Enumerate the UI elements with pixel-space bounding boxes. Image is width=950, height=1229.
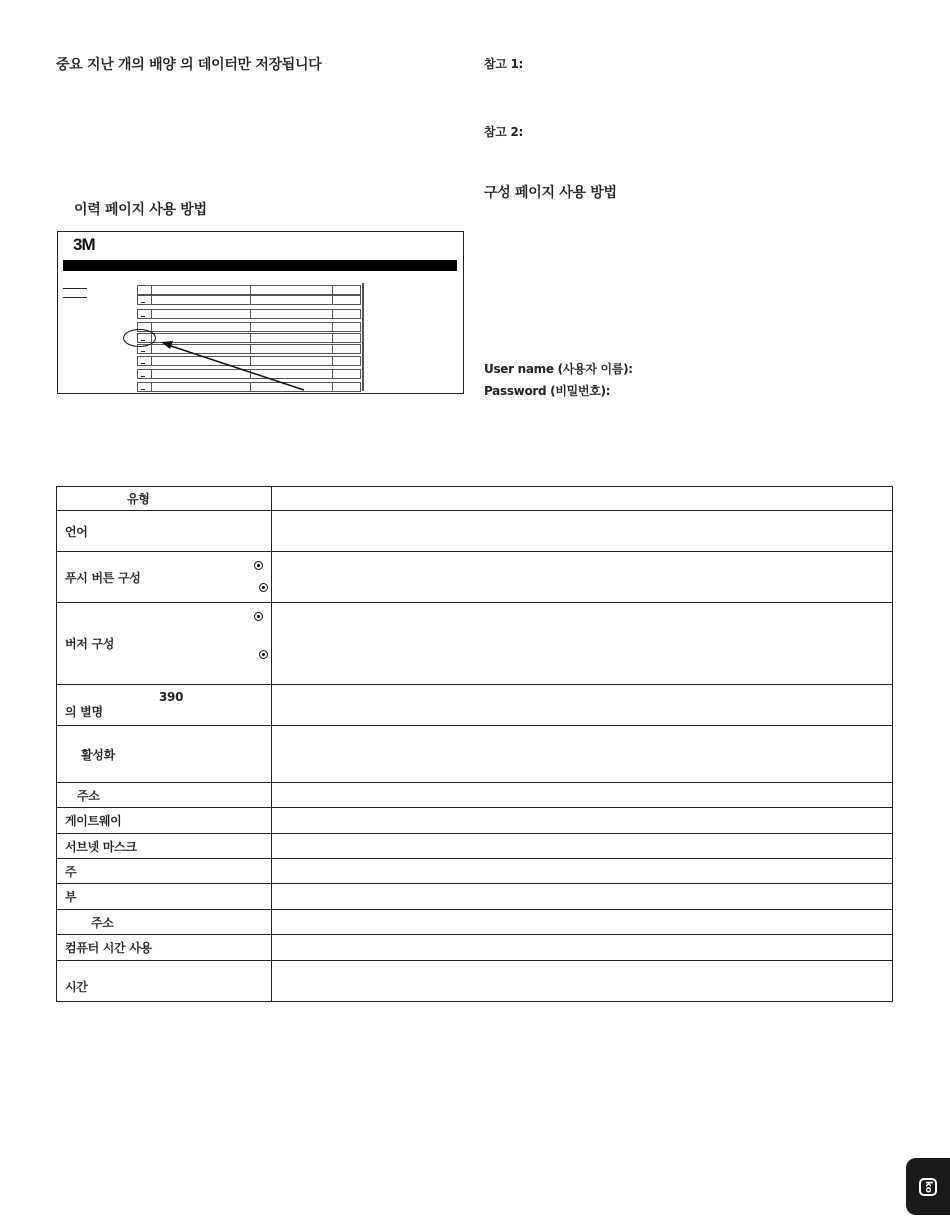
table-row	[57, 910, 893, 935]
table-row	[57, 935, 893, 961]
table-row	[57, 511, 893, 552]
row-value	[272, 511, 893, 552]
row-label: 주소	[57, 910, 272, 935]
settings-table	[56, 486, 893, 1002]
radio-icon	[254, 561, 263, 570]
table-row	[57, 685, 893, 726]
table-row	[57, 884, 893, 910]
row-value	[272, 552, 893, 603]
row-value	[272, 935, 893, 961]
table-row	[57, 808, 893, 834]
row-label: 컴퓨터 시간 사용	[57, 935, 272, 961]
row-label: 서브넷 마스크	[57, 834, 272, 859]
row-value	[272, 961, 893, 1002]
table-row	[57, 726, 893, 783]
row-label: 활성화	[57, 726, 272, 783]
arrow-icon	[58, 232, 463, 393]
radio-icon	[254, 612, 263, 621]
row-value	[272, 910, 893, 935]
table-row	[57, 783, 893, 808]
row-label: 게이트웨이	[57, 808, 272, 834]
table-row	[57, 834, 893, 859]
header-value	[272, 487, 893, 511]
table-row	[57, 603, 893, 685]
language-code: ko	[919, 1178, 937, 1196]
history-page-heading: 이력 페이지 사용 방법	[74, 202, 207, 218]
row-value	[272, 884, 893, 910]
note-2: 참고 2:	[484, 125, 524, 139]
radio-icon	[259, 583, 268, 592]
row-label: 시간	[57, 961, 272, 1002]
note-1: 참고 1:	[484, 57, 524, 71]
header-type: 유형	[57, 487, 272, 511]
row-label: 주소	[57, 783, 272, 808]
3m-logo: 3M	[73, 235, 95, 254]
radio-icon	[259, 650, 268, 659]
table-row	[57, 961, 893, 1002]
row-label: 푸시 버튼 구성	[57, 552, 272, 603]
table-row	[57, 859, 893, 884]
row-value	[272, 859, 893, 884]
row-label: 주	[57, 859, 272, 884]
password-label: Password (비밀번호):	[484, 384, 611, 398]
row-label: 버저 구성	[57, 603, 272, 685]
row-label-line1: 390	[159, 690, 184, 704]
config-page-heading: 구성 페이지 사용 방법	[484, 185, 617, 201]
row-label	[57, 685, 272, 726]
row-label: 언어	[57, 511, 272, 552]
row-value	[272, 603, 893, 685]
row-value	[272, 685, 893, 726]
language-tab	[906, 1158, 950, 1215]
row-value	[272, 726, 893, 783]
important-note: 중요 지난 개의 배양 의 데이터만 저장됩니다	[56, 57, 322, 73]
table-row	[57, 552, 893, 603]
row-value	[272, 783, 893, 808]
row-label: 부	[57, 884, 272, 910]
history-page-figure	[57, 231, 464, 394]
table-header-row	[57, 487, 893, 511]
row-label-line2: 의 별명	[65, 705, 103, 719]
row-value	[272, 834, 893, 859]
username-label: User name (사용자 이름):	[484, 362, 633, 376]
row-value	[272, 808, 893, 834]
